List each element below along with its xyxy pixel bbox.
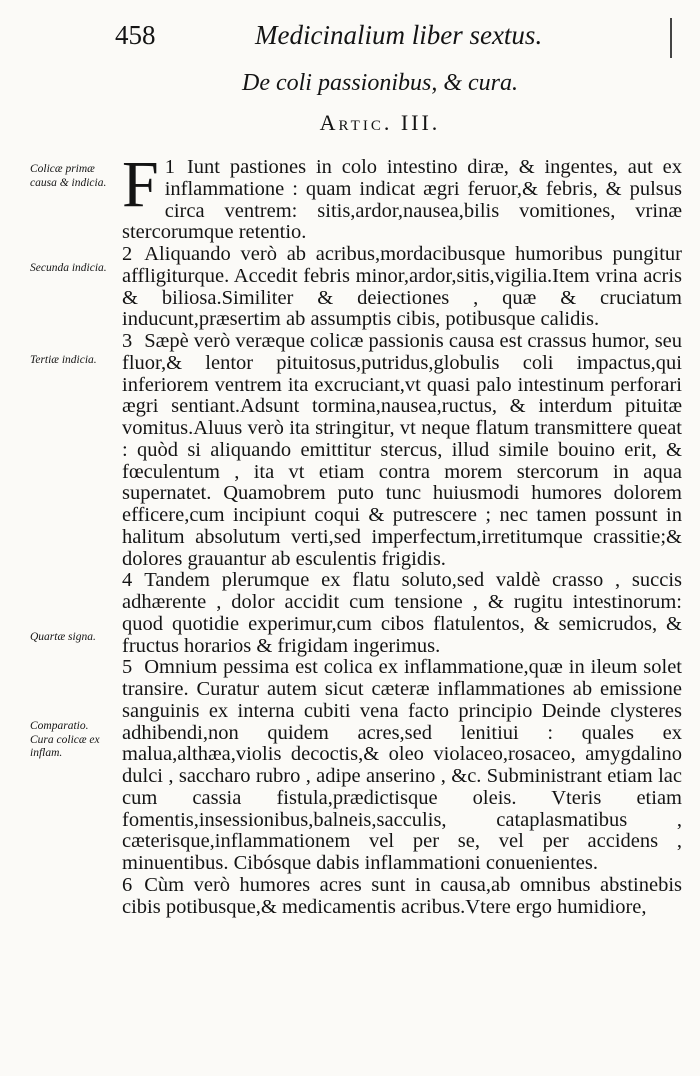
paragraph-number: 5: [122, 656, 133, 679]
margin-note-3: Tertiæ indicia.: [30, 354, 97, 366]
paragraph-2: [122, 244, 682, 331]
page-number: 458: [115, 20, 156, 50]
section-title: De coli passionibus, & cura.: [242, 70, 518, 96]
running-title: Medicinalium liber sextus.: [255, 20, 543, 50]
drop-cap-letter: F: [122, 148, 159, 221]
paragraph-number: 2: [122, 243, 133, 265]
paragraph-number: 1: [164, 156, 175, 178]
paragraph-text: Tandem plerumque ex flatu soluto,sed valdè crasso , succis adhærente , dolor accidit cum tensione , & rugitu intestinorum: quod quotidie experimur,cum cibos flatulentos, & semicrudos, & fructus horarios & frigidam ingerimus.: [122, 569, 682, 657]
paragraph-text: Sæpè verò veræque colicæ passionis causa est crassus humor, seu fluor,& lentor pituitosus,putridus,globulis coli impactus,qui inferiorem ventrem ita excruciant,vt quasi palo intestinum perforari ægri sentiant.Adsunt tormina,nausea,ructus, & interdum pituitæ vomitus.Aluus verò ita stringitur, vt neque flatum transmittere queat : quòd si aliquando emittitur stercus, illud simile bouino erit, & fœculentum , ita vt etiam contra morem stercorum in aqua supernatet. Quamobrem puto tunc huiusmodi humores dolorem efficere,cum incipiunt coqui & putrescere ; nec tamen possunt in halitum absolutum verti,sed imperfectum,irretitumque crassitie;& dolores grauantur ab esculentis frigidis.: [122, 330, 683, 570]
margin-note-5: Comparatio. Cura colicæ ex inflam.: [30, 720, 100, 759]
body-text: [122, 148, 683, 918]
page-header: [0, 18, 700, 58]
paragraph-text: Omnium pessima est colica ex inflammatione,quæ in ileum solet transire. Curatur autem sicut cæteræ inflammationes ab emissione sanguinis ex interna cubiti vena facto principio Deinde clysteres adhibendi,non quidem acres,sed lenitiui : quales ex malua,althæa,violis decoctis,& oleo violaceo,rosaceo, amygdalino dulci , saccharo rubro , adipe anserino , &c. Subministrant etiam lac cum cassia fistula,prædictisque oleis. Vteris etiam fomentis,insessionibus,balneis,sacculis, cataplasmatibus , cæterisque,inflammationem vel per se, vel per accidens , minuentibus. Cibósque dabis inflammationi conuenientes.: [122, 656, 682, 874]
margin-note-4: Quartæ signa.: [30, 631, 96, 643]
paragraph-number: 6: [122, 873, 133, 896]
paragraph-3: [122, 331, 682, 570]
margin-rule: [670, 18, 672, 58]
paragraph-number: 3: [122, 330, 133, 352]
margin-note-2: Secunda indicia.: [30, 262, 107, 274]
margin-note-1: Colicæ primæ causa & indicia.: [30, 163, 107, 189]
paragraph-text: Cùm verò humores acres sunt in causa,ab omnibus abstinebis cibis potibusque,& medicamentis acribus.Vtere ergo humidiore,: [122, 873, 682, 918]
paragraph-4: [122, 570, 682, 657]
article-heading: Artic. III.: [319, 110, 441, 135]
paragraph-text: Iunt pastiones in colo intestino diræ, & ingentes, aut ex inflammatione : quam indicat ægri feruor,& febris, & pulsus circa ventrem: sitis,ardor,nausea,bilis vomitiones, vrinæ stercorumque retentio.: [122, 156, 682, 244]
paragraph-number: 4: [122, 569, 133, 592]
paragraph-5: [122, 657, 682, 875]
paragraph-6: [122, 875, 682, 919]
paragraph-1: [122, 148, 682, 244]
paragraph-text: Aliquando verò ab acribus,mordacibusque humoribus pungitur affligiturque. Accedit febris minor,ardor,sitis,vigilia.Item vrina acris & biliosa.Similiter & deiectiones , quæ & cruciatum inducunt,præsertim ab assumptis cibis, potibusque calidis.: [122, 243, 682, 331]
